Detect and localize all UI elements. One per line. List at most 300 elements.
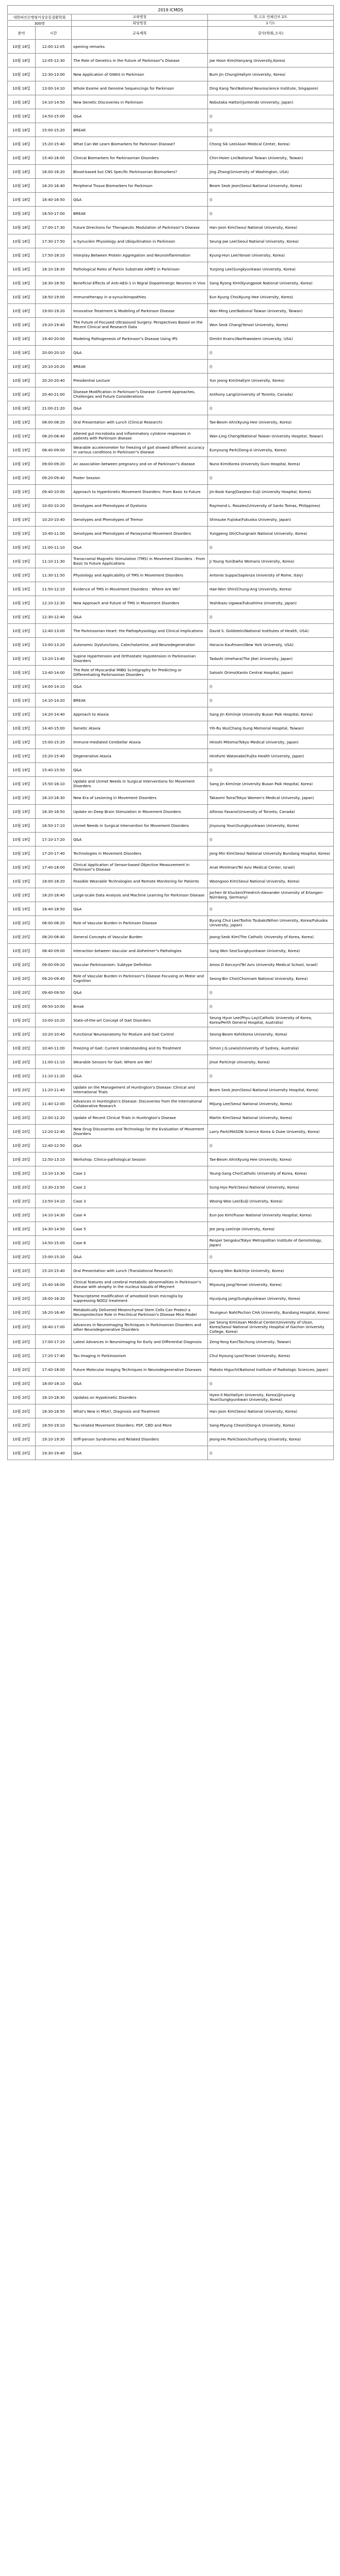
row-time: 13:10-13:30 [36,1166,72,1180]
table-row [8,1125,334,1139]
row-speaker: Beom Seok Jeon(Seoul National University, Korea) [208,179,334,193]
row-date: 10월 19일 [8,429,36,443]
row-title: Break [72,999,208,1013]
row-speaker: Sang Ryong Kim(Kyungpook National University, Korea) [208,276,334,290]
row-time: 20:20-20:40 [36,374,72,387]
row-speaker: Chong Sik Lee(Asan Medical Center, Korea) [208,137,334,151]
row-title: An association between pregnancy and on of Parkinson"s disease [72,457,208,471]
row-time: 17:20-17:40 [36,846,72,860]
document-title: 2019 ICMDS [8,6,334,14]
table-row [8,1013,334,1027]
row-time: 09:40-10:00 [36,485,72,499]
table-row [8,791,334,805]
row-speaker: () [208,693,334,707]
row-speaker: () [208,999,334,1013]
table-row [8,1418,334,1432]
row-time: 11:00-11:10 [36,540,72,554]
row-time: 14:10-14:30 [36,1208,72,1222]
row-title: Q&A [72,763,208,777]
row-speaker: Wan-Ming Lee(National Taiwan University, Taiwan) [208,304,334,318]
row-date: 10월 20일 [8,1097,36,1111]
row-speaker: Jing Zhang(University of Washington, USA) [208,165,334,179]
row-time: 19:20-19:40 [36,318,72,332]
row-title: Case 6 [72,1236,208,1250]
row-time: 12:00-12:20 [36,1111,72,1125]
row-title: Genotypes and Phenotypes of Dystonia [72,499,208,513]
table-row [8,860,334,874]
row-title: The Parkinsonian Heart: the Pathophysiology and Clinical Implications [72,624,208,638]
row-speaker: Alfonso Fasano(University of Toronto, Canada) [208,805,334,819]
table-row [8,1027,334,1041]
row-date: 10월 19일 [8,666,36,680]
table-row [8,1349,334,1363]
row-date: 10월 20일 [8,1125,36,1139]
row-title: Q&A [72,1250,208,1264]
row-speaker: Seung Hyun Lee(Phyu Lay(Catholic University of Korea, Korea/Perth General Hospital, Australia) [208,1013,334,1027]
row-speaker: () [208,193,334,207]
table-row [8,1278,334,1292]
row-date: 10월 20일 [8,1377,36,1391]
row-date: 10월 20일 [8,1292,36,1306]
row-speaker: Sang Won Seo(Sungkyunkwan University, Korea) [208,944,334,958]
row-speaker: () [208,1377,334,1391]
row-date: 10월 19일 [8,568,36,582]
row-title: Update on Deep Brain Stimulation in Movement Disorders [72,805,208,819]
row-title: New Genetic Discoveries in Parkinson [72,95,208,109]
row-title: General Concepts of Vascular Burden [72,930,208,944]
row-time: 10:40-11:00 [36,1041,72,1055]
table-row [8,290,334,304]
row-date: 10월 19일 [8,763,36,777]
row-title: Q&A [72,346,208,360]
row-time: 15:40-16:00 [36,151,72,165]
row-title: Beneficial Effects of Anti-AEG-1 in Nigral Dopaminergic Neurons in Vivo [72,276,208,290]
row-speaker: Jong Min Kim(Seoul National University Bundang Hospital, Korea) [208,846,334,860]
row-time: 12:20-12:40 [36,1125,72,1139]
row-date: 10월 20일 [8,1139,36,1153]
row-date: 10월 20일 [8,1250,36,1264]
row-speaker: Kyung-Hun Lee(Yonsei University, Korea) [208,248,334,262]
table-row [8,666,334,680]
row-speaker: () [208,540,334,554]
row-title: Altered gut microbiota and inflammatory cytokine responses in patients with Parkinson disease [72,429,208,443]
row-time: 14:50-15:00 [36,109,72,123]
row-time: 12:05-12:30 [36,54,72,67]
row-speaker: Tae-Beom Ahn(Kyung Hee University, Korea) [208,415,334,429]
row-speaker: Sang-Myung Cheon(Dong-A University, Korea) [208,1418,334,1432]
row-date: 10월 18일 [8,137,36,151]
row-date: 10월 18일 [8,318,36,332]
table-row [8,1208,334,1222]
row-speaker: David S. Goldstein(National Institutes of Health, USA) [208,624,334,638]
row-time: 13:30-13:50 [36,1180,72,1194]
row-speaker: Jin-Kook Kang(Daejeon Eulji University Hospital, Korea) [208,485,334,499]
table-row [8,624,334,638]
row-date: 10월 20일 [8,930,36,944]
row-speaker: Yungpeng Shi(Chungnam National University, Korea) [208,527,334,540]
row-title: Latest Advances in Neuroimaging for Early and Differential Diagnosis [72,1335,208,1349]
row-date: 10월 18일 [8,123,36,137]
row-date: 10월 18일 [8,81,36,95]
table-row [8,332,334,346]
row-time: 14:00-14:10 [36,680,72,693]
row-title: Immunotherapy in α-synucleinopathies [72,290,208,304]
row-title: Immune-mediated Cerebellar Ataxia [72,735,208,749]
row-speaker: () [208,1069,334,1083]
row-speaker: Yun Joong Kim(Hallym University, Korea) [208,374,334,387]
row-title: Disease Modification in Parkinson"s Disease: Current Approaches, Challenges and Future Considerations [72,387,208,401]
table-row [8,67,334,81]
row-speaker: () [208,610,334,624]
row-speaker: Larry Park(MASON Science Korea & Duke University, Korea) [208,1125,334,1139]
program-rows [8,40,334,1460]
row-date: 10월 20일 [8,1013,36,1027]
table-row [8,95,334,109]
row-speaker: Sung-Hyo Park(Seoul National University, Korea) [208,1180,334,1194]
row-title: Feasible Wearable Technologies and Remote Monitoring for Patients [72,874,208,888]
row-speaker: Horacio Kaufmann(New York University, USA) [208,638,334,652]
row-time: 16:00-16:20 [36,165,72,179]
table-row [8,248,334,262]
row-speaker: Tae-Beom Ahn(Kyung Hee University, Korea) [208,1153,334,1166]
row-speaker: Joong-Seok Kim(The Catholic University of Korea, Korea) [208,930,334,944]
row-date: 10월 19일 [8,415,36,429]
row-date: 10월 19일 [8,610,36,624]
row-time: 18:40-18:50 [36,902,72,916]
row-time: 17:40-18:00 [36,860,72,874]
row-title: Functional Neuroanatomy for Posture and Gait Control [72,1027,208,1041]
row-speaker: Wan-Ling Cheng(National Taiwan University Hospital, Taiwan) [208,429,334,443]
row-title: Stiff-person Syndromes and Related Disorders [72,1432,208,1446]
row-speaker: Jochen W Klucken(Friedrich-Alexander University of Erlangen-Nürnberg, Germany) [208,888,334,902]
table-row [8,387,334,401]
table-row [8,1180,334,1194]
row-title: State-of-the-art Concept of Gait Disorders [72,1013,208,1027]
row-time: 13:20-13:40 [36,652,72,666]
row-date: 10월 18일 [8,193,36,207]
row-time: 09:20-09:40 [36,471,72,485]
row-time: 16:40-17:00 [36,1319,72,1335]
row-speaker: Eun Kyung Cho(Kyung Hee University, Korea) [208,290,334,304]
row-speaker: Bum Jin Chung(Hallym University, Korea) [208,67,334,81]
row-date: 10월 20일 [8,1363,36,1377]
table-row [8,805,334,819]
row-date: 10월 19일 [8,777,36,791]
row-title: Update and Unmet Needs in Surgical Interventions for Movement Disorders [72,777,208,791]
row-speaker: Tadashi Umehara(The Jikei University, Japan) [208,652,334,666]
row-time: 10:00-10:20 [36,1013,72,1027]
row-date: 10월 19일 [8,721,36,735]
row-date: 10월 18일 [8,151,36,165]
row-speaker: Satoshi Orimo(Kanto Central Hospital, Japan) [208,666,334,680]
table-row [8,1404,334,1418]
row-title: Q&A [72,986,208,999]
column-header-speaker: 강사(학회,소속) [208,27,334,40]
row-date: 10월 18일 [8,109,36,123]
table-row [8,1097,334,1111]
row-title: Unmet Needs in Surgical Intervention for Movement Disorders [72,819,208,833]
row-speaker: Hyunjung Jang(Sungkyunkwan University, Korea) [208,1292,334,1306]
row-title: Future Molecular Imaging Techniques in Neurodegenerative Diseases [72,1363,208,1377]
row-time: 12:30-13:00 [36,67,72,81]
row-speaker: Jinse Park(Inje University, Korea) [208,1055,334,1069]
row-title: Q&A [72,1377,208,1391]
row-time: 09:00-09:20 [36,457,72,471]
table-row [8,1041,334,1055]
row-date: 10월 18일 [8,54,36,67]
table-row [8,1432,334,1446]
row-title: Q&A [72,1446,208,1460]
row-title: Q&A [72,401,208,415]
row-time: 08:00-08:20 [36,415,72,429]
row-date: 10월 20일 [8,944,36,958]
table-row [8,485,334,499]
row-date: 10월 20일 [8,1153,36,1166]
row-date: 10월 20일 [8,1069,36,1083]
row-title: The Role of Genetics in the Future of Parkinson"s Disease [72,54,208,67]
row-speaker: Jee Jang Lee(Inje University, Korea) [208,1222,334,1236]
row-speaker: Woongsoo Kim(Seoul National University, Korea) [208,874,334,888]
table-row [8,749,334,763]
row-speaker: Anat Mirelman(Tel Aviv Medical Center, Israel) [208,860,334,874]
row-title: Large-scale Data Analysis and Machine Learning for Parkinson Disease [72,888,208,902]
table-row [8,944,334,958]
row-date: 10월 19일 [8,874,36,888]
table-row [8,568,334,582]
row-date: 10월 20일 [8,1041,36,1055]
row-title: BREAK [72,123,208,137]
row-date: 10월 18일 [8,401,36,415]
row-time: 15:50-16:10 [36,777,72,791]
table-row [8,638,334,652]
row-title: Case 2 [72,1180,208,1194]
row-date: 10월 20일 [8,1446,36,1460]
table-row [8,1069,334,1083]
row-title: Technologies in Movement Disorders [72,846,208,860]
row-date: 10월 18일 [8,387,36,401]
table-row [8,930,334,944]
row-time: 09:40-09:50 [36,986,72,999]
row-title: Vascular Parkinsonism: Subtype Definition [72,958,208,972]
row-speaker: Martin Kim(Seoul National University, Korea) [208,1111,334,1125]
row-time: 11:30-11:50 [36,568,72,582]
row-time: 15:00-15:20 [36,123,72,137]
row-time: 19:40-20:00 [36,332,72,346]
row-time: 14:50-15:00 [36,1236,72,1250]
column-header-field: 분야 [8,27,36,40]
row-speaker: () [208,1139,334,1153]
row-speaker: Chul Hyoung Lyoo(Yonsei University, Korea) [208,1349,334,1363]
table-row [8,346,334,360]
row-title: New Drug Discoveries and Technology for the Evaluation of Movement Disorders [72,1125,208,1139]
row-title: New Approach and Future of TMS in Movement Disorders [72,596,208,610]
table-row [8,1377,334,1391]
row-date: 10월 19일 [8,735,36,749]
row-date: 10월 18일 [8,332,36,346]
row-speaker: Raymond L. Rosales(University of Santo Tomas, Philippines) [208,499,334,513]
row-title: Case 5 [72,1222,208,1236]
row-speaker: Woong-Woo Lee(Eulji University, Korea) [208,1194,334,1208]
row-time: 14:20-14:40 [36,707,72,721]
row-date: 10월 20일 [8,1180,36,1194]
row-time: 18:30-18:50 [36,276,72,290]
row-time: 11:00-11:10 [36,1055,72,1069]
row-title: Degenerative Ataxia [72,749,208,763]
row-time: 16:20-16:40 [36,1306,72,1319]
row-date: 10월 20일 [8,1404,36,1418]
table-row [8,1083,334,1097]
row-speaker: Anthony Lang(University of Toronto, Canada) [208,387,334,401]
row-speaker: Yunjong Lee(Sungkyunkwan University, Korea) [208,262,334,276]
table-row [8,582,334,596]
row-speaker: Yoshikazu Ugawa(Fukushima University, Japan) [208,596,334,610]
row-date: 10월 18일 [8,95,36,109]
table-row [8,986,334,999]
row-time: 18:10-18:30 [36,262,72,276]
row-date: 10월 19일 [8,707,36,721]
row-title: Genotypes and Phenotypes of Tremor [72,513,208,527]
row-title: Genotypes and Phenotypes of Paroxysmal Movement Disorders [72,527,208,540]
row-time: 11:20-11:40 [36,1083,72,1097]
row-title: Q&A [72,1069,208,1083]
row-speaker: Ding Kang Tan(National Neuroscience Institute, Singapore) [208,81,334,95]
row-date: 10월 18일 [8,221,36,234]
row-time: 17:20-17:40 [36,1349,72,1363]
row-date: 10월 18일 [8,276,36,290]
row-date: 10월 18일 [8,360,36,374]
table-row [8,318,334,332]
row-speaker: Takaomi Taira(Tokyo Women's Medical University, Japan) [208,791,334,805]
row-time: 18:20-18:40 [36,888,72,902]
row-title: Presidential Lecture [72,374,208,387]
row-title: BREAK [72,360,208,374]
row-date: 10월 19일 [8,485,36,499]
row-time: 10:00-10:20 [36,499,72,513]
attendee-count: 300명 [8,21,72,27]
row-title: Case 3 [72,1194,208,1208]
row-speaker: Simon J.G.Lewis(University of Sydney, Australia) [208,1041,334,1055]
table-row [8,1335,334,1349]
table-row [8,999,334,1013]
row-time: 19:10-19:30 [36,1432,72,1446]
table-row [8,958,334,972]
row-speaker: Kyoung-Won Baik(Inje University, Korea) [208,1264,334,1278]
table-row [8,1153,334,1166]
row-time: 12:50-13:10 [36,1153,72,1166]
row-time: 18:00-18:10 [36,1377,72,1391]
row-time: 12:40-13:00 [36,624,72,638]
row-title: The Role of Myocardial MIBG Scintigraphy for Predicting or Differentiating Parkinsonian Disorders [72,666,208,680]
table-row [8,1222,334,1236]
table-row [8,527,334,540]
table-row [8,304,334,318]
table-row [8,763,334,777]
row-time: 16:00-16:20 [36,1292,72,1306]
row-time: 18:50-19:00 [36,290,72,304]
row-speaker: Won Seok Chang(Yonsei University, Korea) [208,318,334,332]
table-row [8,40,334,54]
row-title: Q&A [72,540,208,554]
row-date: 10월 18일 [8,374,36,387]
row-time: 18:00-18:20 [36,874,72,888]
row-title: What's New in MSA?, Diagnosis and Treatment [72,1404,208,1418]
table-row [8,457,334,471]
row-title: Genetic Ataxia [72,721,208,735]
row-date: 10월 20일 [8,1264,36,1278]
table-row [8,109,334,123]
row-title: Tau-related Movement Disorders: PSP, CBD and More [72,1418,208,1432]
table-row [8,234,334,248]
row-title: Q&A [72,193,208,207]
row-date: 10월 19일 [8,471,36,485]
row-title: Update of Recent Clinical Trials in Huntington's Disease [72,1111,208,1125]
row-speaker: Eunyoung Park(Dong-A University, Korea) [208,443,334,457]
table-row [8,1306,334,1319]
row-speaker: Beom Seok Jeon(Seoul National University Hospital, Korea) [208,1083,334,1097]
row-time: 16:50-17:10 [36,819,72,833]
table-row [8,1111,334,1125]
column-header-time: 시간 [36,27,72,40]
row-title: Q&A [72,1139,208,1153]
row-speaker: () [208,986,334,999]
row-speaker: Hyeo-Il Ma(Hallym University, Korea)/Jinyoung Youn(Sungkyunkwan University, Korea) [208,1391,334,1404]
row-date: 10월 18일 [8,248,36,262]
row-speaker: Eun-Joo Kim(Pusan National University Hospital, Korea) [208,1208,334,1222]
row-title: Role of Vascular Burden in Parkinson Disease [72,916,208,930]
row-speaker: Sang Jin Kim(Inje University Busan Paik Hospital, Korea) [208,707,334,721]
row-speaker: Chin-Hsien Lin(National Taiwan University, Taiwan) [208,151,334,165]
row-title: Future Directions for Therapeutic Modulation of Parkinson"s Disease [72,221,208,234]
table-row [8,1236,334,1250]
table-row [8,1391,334,1404]
row-title: Q&A [72,902,208,916]
row-time: 20:10-20:20 [36,360,72,374]
table-row [8,833,334,846]
row-title: Innovative Treatment & Modeling of Parkinson Disease [72,304,208,318]
row-time: 14:10-14:20 [36,693,72,707]
row-date: 10월 18일 [8,262,36,276]
table-row [8,1250,334,1264]
row-speaker: Dimitri Krainc(Northwestern University, USA) [208,332,334,346]
row-title: Q&A [72,833,208,846]
row-date: 10월 19일 [8,457,36,471]
row-title: BREAK [72,693,208,707]
table-row [8,721,334,735]
row-time: 08:40-09:00 [36,443,72,457]
row-title: Oral Presentation with Lunch (Translational Research) [72,1264,208,1278]
row-title: α-Synuclein Physiology and Ubiquitination in Parkinson [72,234,208,248]
row-speaker: () [208,1446,334,1460]
row-title: Interplay Between Protein Aggregation and Neuroinflammation [72,248,208,262]
row-speaker: Young-Sang Cho(Catholic University of Korea, Korea) [208,1166,334,1180]
row-speaker: () [208,902,334,916]
table-row [8,846,334,860]
row-speaker: Youngeun Nah(Pochon CHA University, Bundang Hospital, Korea) [208,1306,334,1319]
row-title: Peripheral Tissue Biomarkers for Parkinson [72,179,208,193]
row-time: 17:00-17:30 [36,221,72,234]
row-speaker: () [208,109,334,123]
row-time: 13:50-14:10 [36,1194,72,1208]
row-time: 10:20-10:40 [36,513,72,527]
row-time: 08:20-08:40 [36,429,72,443]
row-title: Workshop: Clinico-pathological Session [72,1153,208,1166]
table-row [8,652,334,666]
row-date: 10월 20일 [8,1306,36,1319]
table-row [8,221,334,234]
row-speaker: Sang Jin Kim(Inje University Busan Paik Hospital, Korea) [208,777,334,791]
row-date: 10월 19일 [8,596,36,610]
row-date: 10월 19일 [8,582,36,596]
